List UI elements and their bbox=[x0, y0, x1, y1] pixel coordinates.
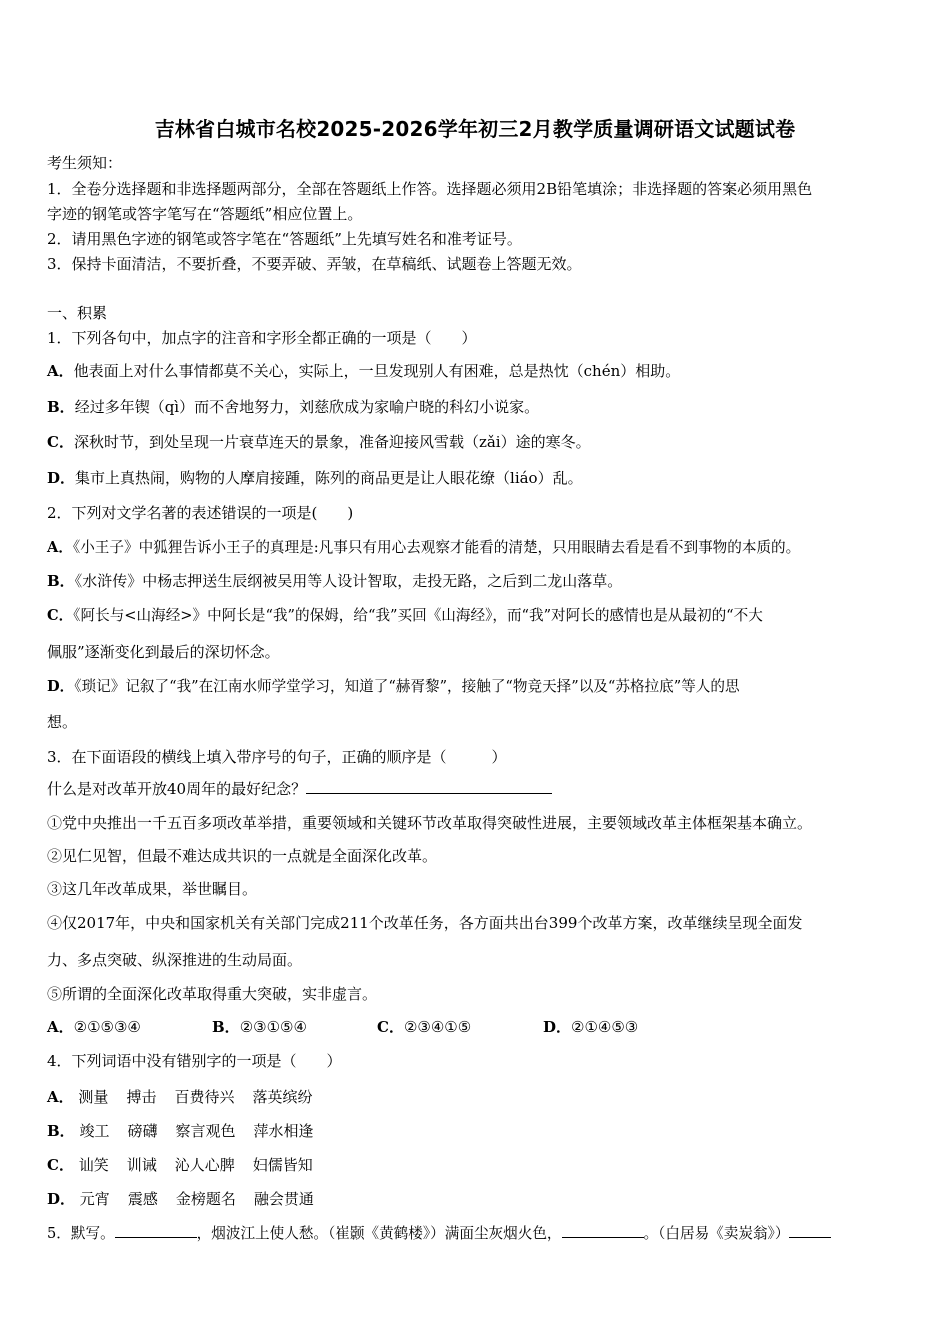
option-word: 训诫 bbox=[126, 1156, 157, 1174]
option-word: 元宵 bbox=[79, 1190, 110, 1208]
notice-item: 2．请用黑色字迹的钢笔或答字笔在“答题纸”上先填写姓名和准考证号。 bbox=[47, 230, 522, 248]
option-label: B． bbox=[212, 1018, 240, 1036]
question-2-stem: 2．下列对文学名著的表述错误的一项是( ) bbox=[47, 504, 354, 522]
option-text: ②③④①⑤ bbox=[403, 1018, 472, 1036]
q3-sentence: ①党中央推出一千五百多项改革举措，重要领域和关键环节改革取得突破性进展，主要领域改革主体框架基本确立。 bbox=[47, 814, 813, 832]
option-label: A． bbox=[47, 1088, 74, 1106]
q4-option-a bbox=[47, 1086, 330, 1107]
section-heading: 一、积累 bbox=[47, 304, 108, 322]
q1-option-a bbox=[47, 360, 680, 381]
q3-question-line bbox=[47, 778, 552, 799]
option-word: 融会贯通 bbox=[253, 1190, 314, 1208]
option-word: 测量 bbox=[78, 1088, 109, 1106]
option-word: 落英缤纷 bbox=[252, 1088, 313, 1106]
option-label: A． bbox=[47, 362, 74, 380]
question-3-stem: 3．在下面语段的横线上填入带序号的句子，正确的顺序是（ ） bbox=[47, 748, 507, 766]
q3-sentence: ③这几年改革成果，举世瞩目。 bbox=[47, 880, 258, 898]
option-text: 《水浒传》中杨志押送生辰纲被吴用等人设计智取，走投无路，之后到二龙山落草。 bbox=[74, 572, 623, 590]
option-text: 集市上真热闹，购物的人摩肩接踵，陈列的商品更是让人眼花缭（liáo）乱。 bbox=[75, 469, 583, 487]
option-word: 百费待兴 bbox=[174, 1088, 235, 1106]
option-word: 磅礴 bbox=[127, 1122, 158, 1140]
option-word: 萍水相逢 bbox=[253, 1122, 314, 1140]
option-label: D． bbox=[47, 678, 75, 695]
option-label: A． bbox=[47, 1018, 74, 1036]
question-5-prefix: 5．默写。 bbox=[47, 1225, 115, 1242]
option-label: D． bbox=[47, 469, 76, 487]
option-text: 《琐记》记叙了“我”在江南水师学堂学习，知道了“赫胥黎”，接触了“物竞天择”以及“苏格拉底”等人的思 bbox=[74, 678, 740, 695]
option-word: 震感 bbox=[127, 1190, 158, 1208]
q4-option-d bbox=[47, 1188, 332, 1209]
q2-option-a bbox=[47, 536, 800, 557]
q4-option-b bbox=[47, 1120, 332, 1141]
answer-blank bbox=[789, 1223, 831, 1238]
option-word: 搏击 bbox=[126, 1088, 157, 1106]
q1-option-b bbox=[47, 396, 539, 417]
option-label: B． bbox=[47, 398, 75, 416]
question-5-line bbox=[47, 1222, 831, 1243]
q3-option-a bbox=[47, 1016, 141, 1037]
option-label: C． bbox=[377, 1018, 404, 1036]
notice-item: 1．全卷分选择题和非选择题两部分，全部在答题纸上作答。选择题必须用2B铅笔填涂；非选择题的答案必须用黑色 bbox=[47, 180, 813, 198]
question-1-stem: 1．下列各句中，加点字的注音和字形全都正确的一项是（ ） bbox=[47, 329, 477, 347]
option-label: D． bbox=[47, 1190, 76, 1208]
answer-blank bbox=[115, 1223, 197, 1238]
q4-option-c bbox=[47, 1154, 331, 1175]
option-word: 讪笑 bbox=[78, 1156, 109, 1174]
option-text: 《小王子》中狐狸告诉小王子的真理是:凡事只有用心去观察才能看的清楚，只用眼睛去看是看不到事物的本质的。 bbox=[72, 539, 801, 556]
option-label: A． bbox=[47, 539, 73, 556]
option-word: 竣工 bbox=[79, 1122, 110, 1140]
q3-sentence: ②见仁见智，但最不难达成共识的一点就是全面深化改革。 bbox=[47, 847, 438, 865]
q1-option-d bbox=[47, 467, 583, 488]
option-word: 金榜题名 bbox=[175, 1190, 236, 1208]
option-label: D． bbox=[543, 1018, 572, 1036]
q2-option-d bbox=[47, 675, 740, 696]
option-word: 沁人心脾 bbox=[174, 1156, 235, 1174]
option-label: B． bbox=[47, 1122, 75, 1140]
option-text: ②①④⑤③ bbox=[571, 1018, 639, 1036]
q2-option-c-cont: 佩服”逐渐变化到最后的深切怀念。 bbox=[47, 643, 280, 661]
q2-option-b bbox=[47, 570, 622, 591]
option-word: 察言观色 bbox=[175, 1122, 236, 1140]
exam-title: 吉林省白城市名校2025-2026学年初三2月教学质量调研语文试题试卷 bbox=[154, 117, 796, 141]
option-text: 深秋时节，到处呈现一片衰草连天的景象，准备迎接风雪载（zǎi）途的寒冬。 bbox=[73, 433, 591, 451]
option-text: 《阿长与<山海经>》中阿长是“我”的保姆，给“我”买回《山海经》，而“我”对阿长的感情也是从最初的“不大 bbox=[73, 607, 763, 624]
q1-option-c bbox=[47, 431, 591, 452]
question-5-text: 。（白居易《卖炭翁》） bbox=[643, 1225, 790, 1242]
notice-item: 字迹的钢笔或答字笔写在“答题纸”相应位置上。 bbox=[47, 205, 363, 223]
q3-question: 什么是对改革开放40周年的最好纪念？ bbox=[47, 780, 307, 798]
q3-option-b bbox=[212, 1016, 307, 1037]
option-text: ②③①⑤④ bbox=[239, 1018, 307, 1036]
q3-sentence: 力、多点突破、纵深推进的生动局面。 bbox=[47, 951, 303, 969]
option-label: C． bbox=[47, 1156, 74, 1174]
option-text: 经过多年锲（qì）而不舍地努力，刘慈欣成为家喻户晓的科幻小说家。 bbox=[74, 398, 540, 416]
q3-sentence: ⑤所谓的全面深化改革取得重大突破，实非虚言。 bbox=[47, 985, 378, 1003]
option-text: 他表面上对什么事情都莫不关心，实际上，一旦发现别人有困难，总是热忱（chén）相助。 bbox=[73, 362, 681, 380]
q3-option-c bbox=[377, 1016, 471, 1037]
q2-option-d-cont: 想。 bbox=[47, 713, 78, 731]
q3-option-d bbox=[543, 1016, 638, 1037]
answer-blank bbox=[562, 1223, 644, 1238]
option-label: B． bbox=[47, 572, 75, 590]
option-word: 妇儒皆知 bbox=[252, 1156, 313, 1174]
answer-blank bbox=[306, 779, 552, 794]
question-4-stem: 4．下列词语中没有错别字的一项是（ ） bbox=[47, 1052, 342, 1070]
option-label: C． bbox=[47, 433, 74, 451]
option-label: C． bbox=[47, 607, 74, 624]
q3-sentence: ④仅2017年，中央和国家机关有关部门完成211个改革任务，各方面共出台399个改革方案，改革继续呈现全面发 bbox=[47, 914, 803, 932]
question-5-text: ，烟波江上使人愁。（崔颢《黄鹤楼》）满面尘灰烟火色， bbox=[196, 1225, 562, 1242]
q2-option-c bbox=[47, 604, 763, 625]
option-text: ②①⑤③④ bbox=[73, 1018, 141, 1036]
notice-item: 3．保持卡面清洁，不要折叠，不要弄破、弄皱，在草稿纸、试题卷上答题无效。 bbox=[47, 255, 582, 273]
notice-heading: 考生须知： bbox=[47, 154, 123, 172]
